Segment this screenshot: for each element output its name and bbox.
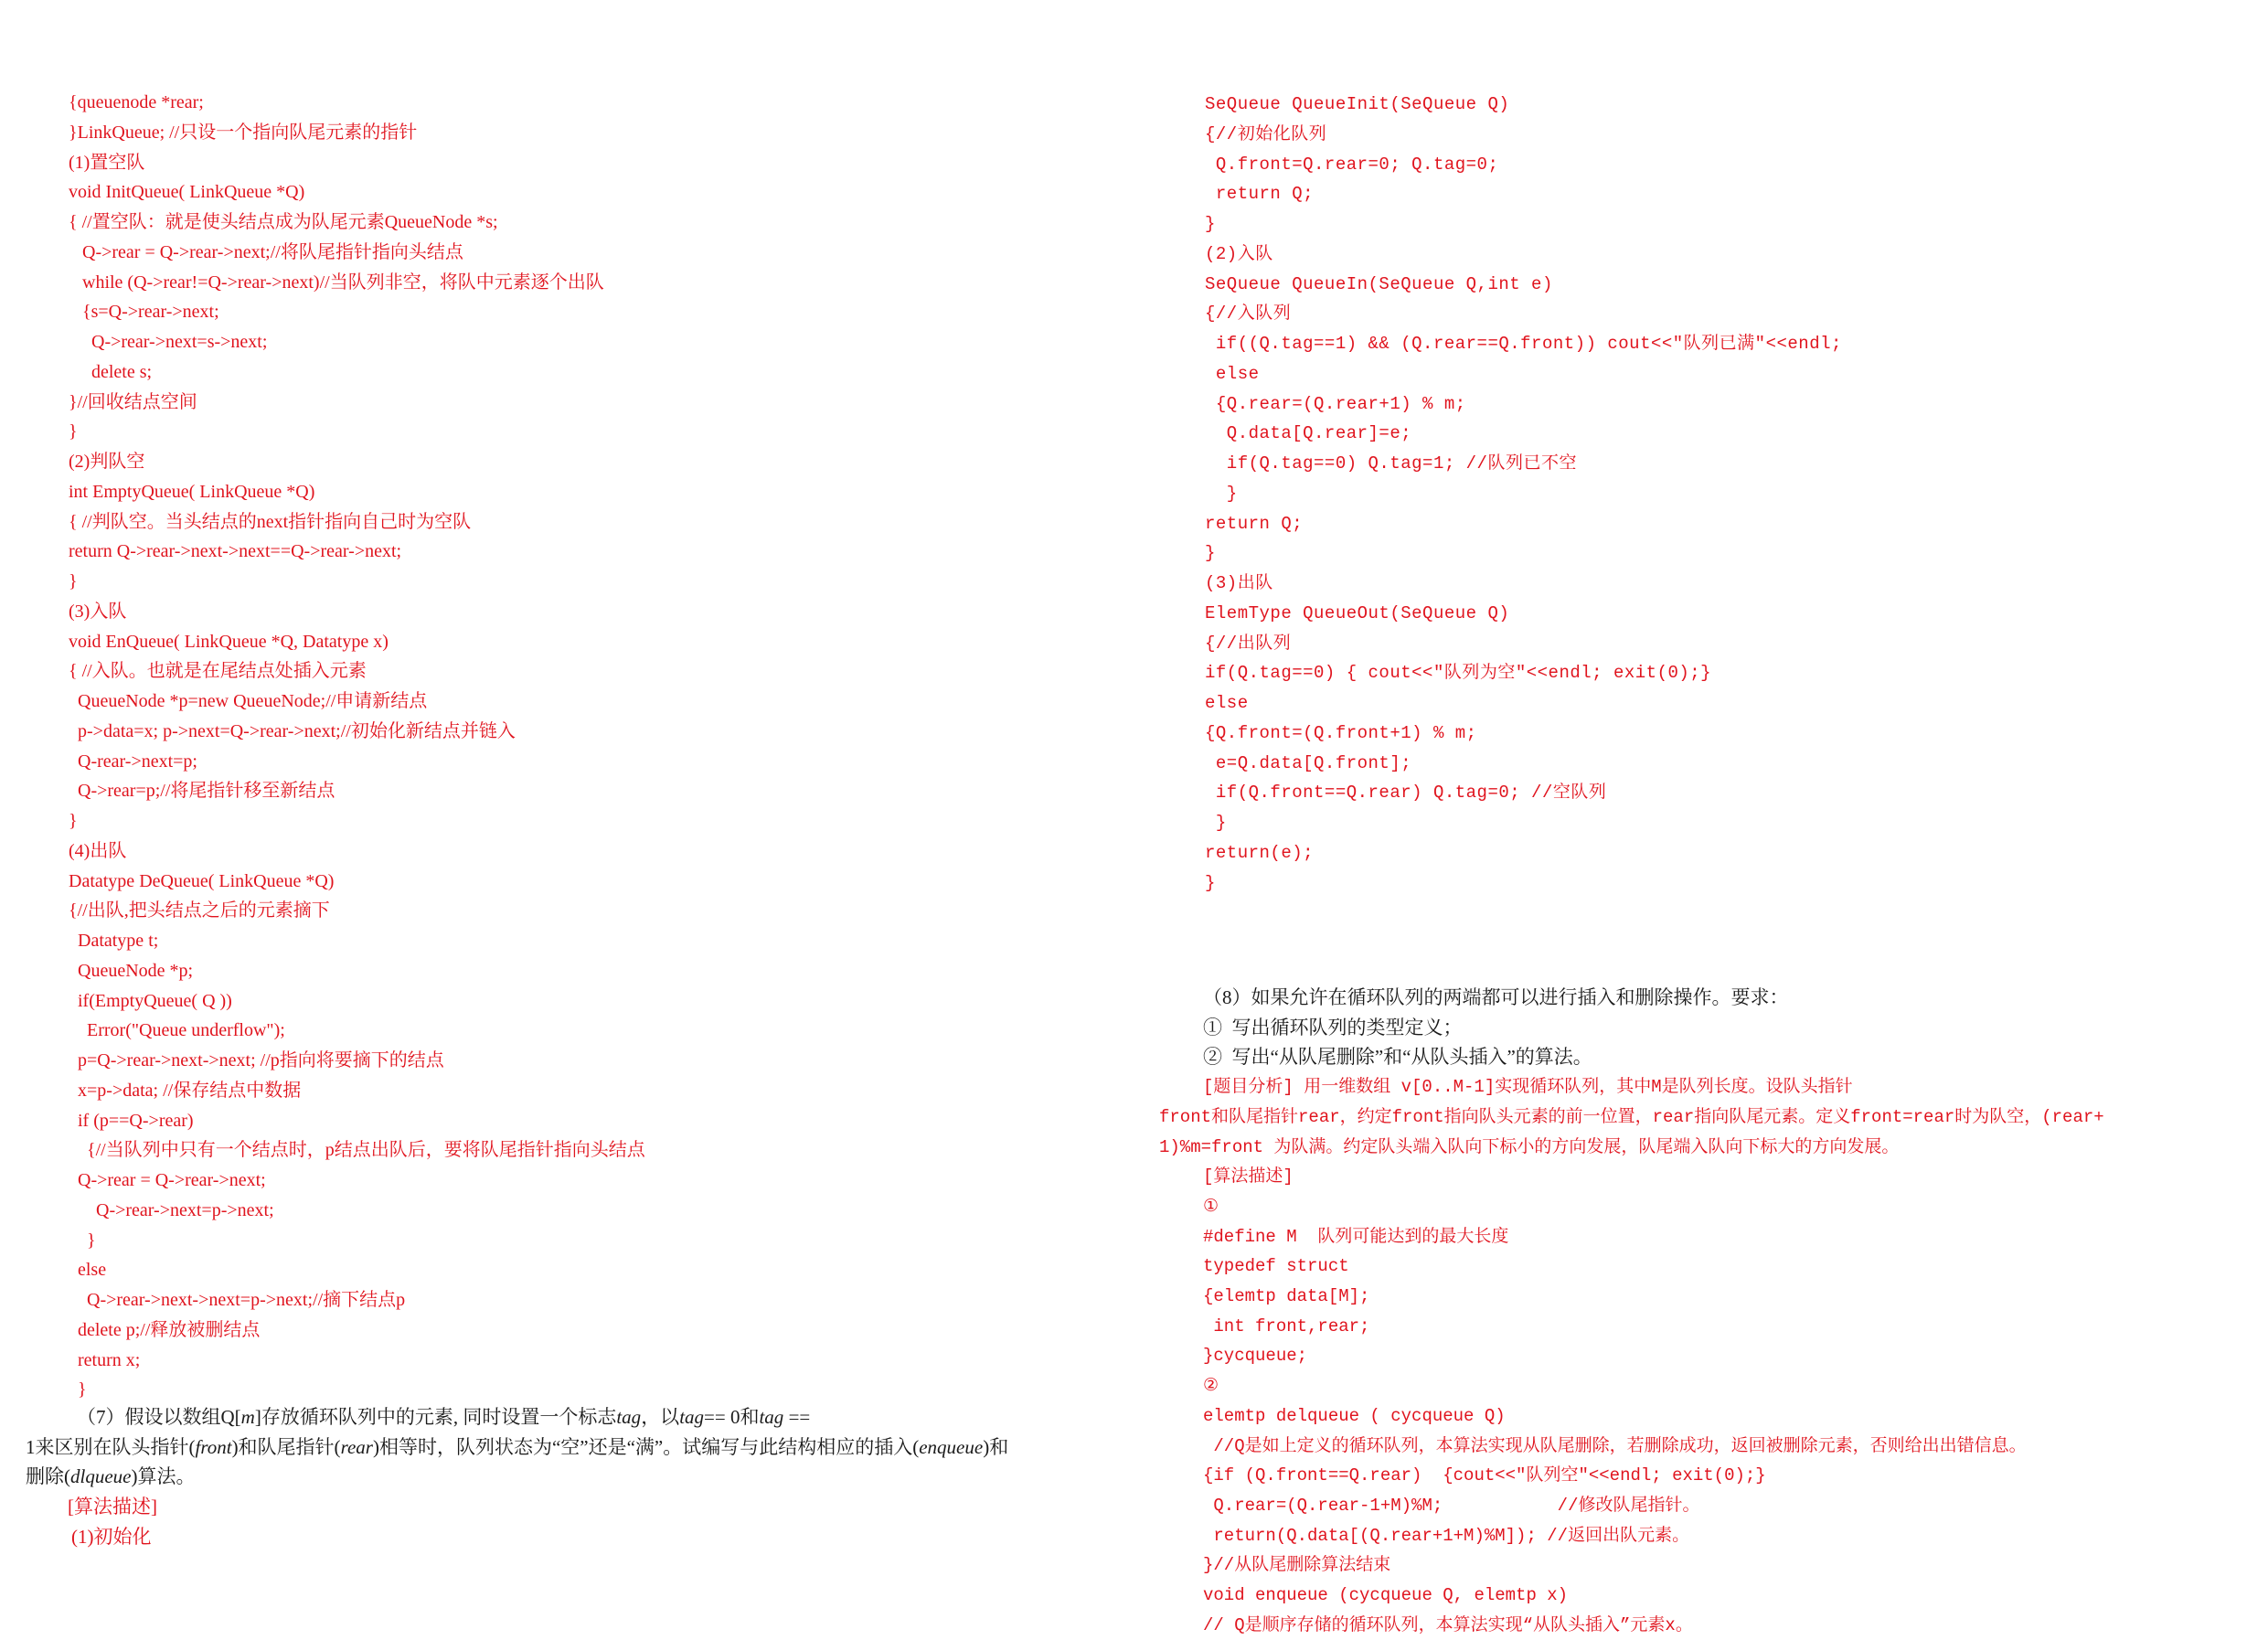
q8-mark-2: ② bbox=[1203, 1376, 1219, 1397]
right-code-column bbox=[1205, 90, 2256, 898]
left-code-line: Q->rear = Q->rear->next;//将队尾指针指向头结点 bbox=[69, 241, 463, 262]
right-code-line: return Q; bbox=[1205, 184, 1315, 205]
q8-analysis-line-2: front和队尾指针rear，约定front指向队头元素的前一位置，rear指向队尾元素。定义front=rear时为队空，(rear+ bbox=[1159, 1106, 2104, 1127]
q8-code-enqueue: void enqueue (cycqueue Q, elemtp x) bbox=[1203, 1585, 1569, 1606]
q8-algorithm-heading: [算法描述] bbox=[1203, 1166, 1294, 1187]
q8-analysis-line-1: [题目分析] 用一维数组 v[0..M-1]实现循环队列，其中M是队列长度。设队头指针 bbox=[1203, 1077, 1853, 1098]
left-code-line: Q->rear = Q->rear->next; bbox=[69, 1170, 266, 1190]
left-code-line: delete s; bbox=[69, 361, 153, 382]
right-code-line: {Q.rear=(Q.rear+1) % m; bbox=[1205, 393, 1466, 414]
right-code-line: SeQueue QueueIn(SeQueue Q,int e) bbox=[1205, 273, 1553, 294]
q8-code-return: return(Q.data[(Q.rear+1+M)%M]); //返回出队元素。 bbox=[1203, 1525, 1690, 1546]
q7-line-2: 1来区别在队头指针(front)和队尾指针(rear)相等时，队列状态为“空”还是“满”。试编写与此结构相应的插入(enqueue)和 bbox=[26, 1435, 1009, 1458]
right-code-line: if((Q.tag==1) && (Q.rear==Q.front)) cout<<"队列已满"<<endl; bbox=[1205, 334, 1842, 354]
q8-code-end: }//从队尾删除算法结束 bbox=[1203, 1555, 1391, 1576]
q8-code-data: {elemtp data[M]; bbox=[1203, 1286, 1370, 1307]
left-code-line: if (p==Q->rear) bbox=[69, 1110, 194, 1131]
left-code-line: }LinkQueue; //只设一个指向队尾元素的指针 bbox=[69, 122, 418, 143]
q7-init-heading: (1)初始化 bbox=[71, 1525, 152, 1548]
right-code-line: Q.front=Q.rear=0; Q.tag=0; bbox=[1205, 154, 1499, 175]
left-code-line: } bbox=[69, 811, 78, 831]
left-code-line: (3)入队 bbox=[69, 601, 127, 622]
left-code-line: }//回收结点空间 bbox=[69, 391, 197, 412]
q8-code-typedef: typedef struct bbox=[1203, 1256, 1349, 1277]
right-code-line: SeQueue QueueInit(SeQueue Q) bbox=[1205, 94, 1510, 114]
left-code-line: Datatype DeQueue( LinkQueue *Q) bbox=[69, 870, 335, 891]
right-code-line: } bbox=[1205, 214, 1216, 234]
left-code-line: {//出队,把头结点之后的元素摘下 bbox=[69, 900, 330, 921]
right-code-line: } bbox=[1205, 813, 1227, 833]
left-code-line: Datatype t; bbox=[69, 931, 159, 951]
left-code-line: { //入队。也就是在尾结点处插入元素 bbox=[69, 661, 367, 682]
left-code-column bbox=[69, 88, 1129, 1405]
q8-line-1: （8）如果允许在循环队列的两端都可以进行插入和删除操作。要求： bbox=[1203, 986, 1789, 1008]
q7-algorithm-heading: [算法描述] bbox=[68, 1496, 157, 1518]
left-code-line: QueueNode *p; bbox=[69, 960, 194, 981]
right-code-line: (3)出队 bbox=[1205, 573, 1273, 593]
left-code-line: { //置空队：就是使头结点成为队尾元素QueueNode *s; bbox=[69, 212, 498, 232]
left-code-line: Error("Queue underflow"); bbox=[69, 1020, 285, 1041]
question-8-paragraph bbox=[1159, 983, 2256, 1640]
q8-code-rear-update: Q.rear=(Q.rear-1+M)%M; //修改队尾指针。 bbox=[1203, 1495, 1700, 1516]
left-code-line: return Q->rear->next->next==Q->rear->next; bbox=[69, 541, 402, 562]
right-code-line: } bbox=[1205, 483, 1238, 504]
left-code-line: p->data=x; p->next=Q->rear->next;//初始化新结点并链入 bbox=[69, 720, 516, 741]
q8-code-comment: //Q是如上定义的循环队列，本算法实现从队尾删除，若删除成功，返回被删除元素，否则给出出错信息。 bbox=[1203, 1435, 2027, 1456]
left-code-line: return x; bbox=[69, 1349, 141, 1370]
left-code-line: Q->rear->next->next=p->next;//摘下结点p bbox=[69, 1290, 406, 1310]
left-code-line: } bbox=[69, 571, 78, 591]
left-code-line: { //判队空。当头结点的next指针指向自己时为空队 bbox=[69, 511, 472, 532]
q8-code-enqueue-comment: // Q是顺序存储的循环队列，本算法实现“从队头插入”元素x。 bbox=[1203, 1614, 1693, 1635]
left-code-line: (1)置空队 bbox=[69, 152, 145, 173]
q8-code-delqueue: elemtp delqueue ( cycqueue Q) bbox=[1203, 1405, 1506, 1426]
q7-line-3: 删除(dlqueue)算法。 bbox=[26, 1465, 196, 1488]
right-code-line: Q.data[Q.rear]=e; bbox=[1205, 423, 1412, 444]
left-code-line: int EmptyQueue( LinkQueue *Q) bbox=[69, 481, 315, 502]
right-code-line: (2)入队 bbox=[1205, 243, 1273, 264]
left-code-line: Q->rear->next=s->next; bbox=[69, 332, 268, 352]
left-code-line: {queuenode *rear; bbox=[69, 92, 204, 112]
q8-line-3: ② 写出“从队尾删除”和“从队头插入”的算法。 bbox=[1203, 1046, 1592, 1069]
right-code-line: } bbox=[1205, 872, 1216, 893]
left-code-line: void EnQueue( LinkQueue *Q, Datatype x) bbox=[69, 631, 389, 652]
right-code-line: if(Q.tag==0) Q.tag=1; //队列已不空 bbox=[1205, 453, 1577, 474]
left-code-line: while (Q->rear!=Q->rear->next)//当队列非空，将队中元素逐个出队 bbox=[69, 272, 604, 293]
right-code-line: e=Q.data[Q.front]; bbox=[1205, 752, 1412, 773]
left-code-line: {s=Q->rear->next; bbox=[69, 302, 219, 323]
left-code-line: delete p;//释放被删结点 bbox=[69, 1319, 261, 1340]
question-7-paragraph bbox=[26, 1402, 1132, 1552]
q8-code-cycqueue: }cycqueue; bbox=[1203, 1346, 1308, 1367]
left-code-line: QueueNode *p=new QueueNode;//申请新结点 bbox=[69, 691, 428, 711]
q7-line-1: （7）假设以数组Q[m]存放循环队列中的元素, 同时设置一个标志tag，以tag== 0和tag == bbox=[77, 1406, 811, 1428]
right-code-line: {//入队列 bbox=[1205, 304, 1292, 325]
left-code-line: Q->rear=p;//将尾指针移至新结点 bbox=[69, 781, 335, 802]
left-code-line: {//当队列中只有一个结点时，p结点出队后，要将队尾指针指向头结点 bbox=[69, 1140, 645, 1161]
right-code-line: else bbox=[1205, 693, 1249, 713]
right-code-line: {//出队列 bbox=[1205, 633, 1292, 654]
q8-code-define: #define M 队列可能达到的最大长度 bbox=[1203, 1226, 1509, 1247]
left-code-line: void InitQueue( LinkQueue *Q) bbox=[69, 182, 305, 203]
right-code-line: ElemType QueueOut(SeQueue Q) bbox=[1205, 602, 1510, 623]
left-code-line: } bbox=[69, 1379, 87, 1400]
left-code-line: Q-rear->next=p; bbox=[69, 751, 197, 772]
right-code-line: {//初始化队列 bbox=[1205, 123, 1327, 144]
left-code-line: } bbox=[69, 421, 78, 442]
left-code-line: (2)判队空 bbox=[69, 452, 145, 472]
left-code-line: if(EmptyQueue( Q )) bbox=[69, 990, 232, 1011]
q8-analysis-line-3: 1)%m=front 为队满。约定队头端入队向下标小的方向发展，队尾端入队向下标大的方向发展。 bbox=[1159, 1136, 1900, 1157]
left-code-line: (4)出队 bbox=[69, 840, 127, 861]
q8-line-2: ① 写出循环队列的类型定义； bbox=[1203, 1016, 1463, 1038]
q8-mark-1: ① bbox=[1203, 1196, 1219, 1217]
left-code-line: p=Q->rear->next->next; //p指向将要摘下的结点 bbox=[69, 1050, 444, 1070]
left-code-line: Q->rear->next=p->next; bbox=[69, 1199, 274, 1220]
right-code-line: if(Q.front==Q.rear) Q.tag=0; //空队列 bbox=[1205, 783, 1607, 804]
left-code-line: } bbox=[69, 1230, 96, 1251]
right-code-line: return(e); bbox=[1205, 842, 1315, 863]
left-code-line: x=p->data; //保存结点中数据 bbox=[69, 1080, 302, 1101]
left-code-line: else bbox=[69, 1260, 107, 1281]
q8-code-if: {if (Q.front==Q.rear) {cout<<"队列空"<<endl; exit(0);} bbox=[1203, 1465, 1766, 1486]
right-code-line: return Q; bbox=[1205, 513, 1304, 534]
right-code-line: if(Q.tag==0) { cout<<"队列为空"<<endl; exit(0);} bbox=[1205, 663, 1712, 684]
q8-code-front-rear: int front,rear; bbox=[1203, 1315, 1370, 1336]
right-code-line: {Q.front=(Q.front+1) % m; bbox=[1205, 722, 1477, 743]
right-code-line: } bbox=[1205, 543, 1216, 564]
right-code-line: else bbox=[1205, 363, 1260, 384]
